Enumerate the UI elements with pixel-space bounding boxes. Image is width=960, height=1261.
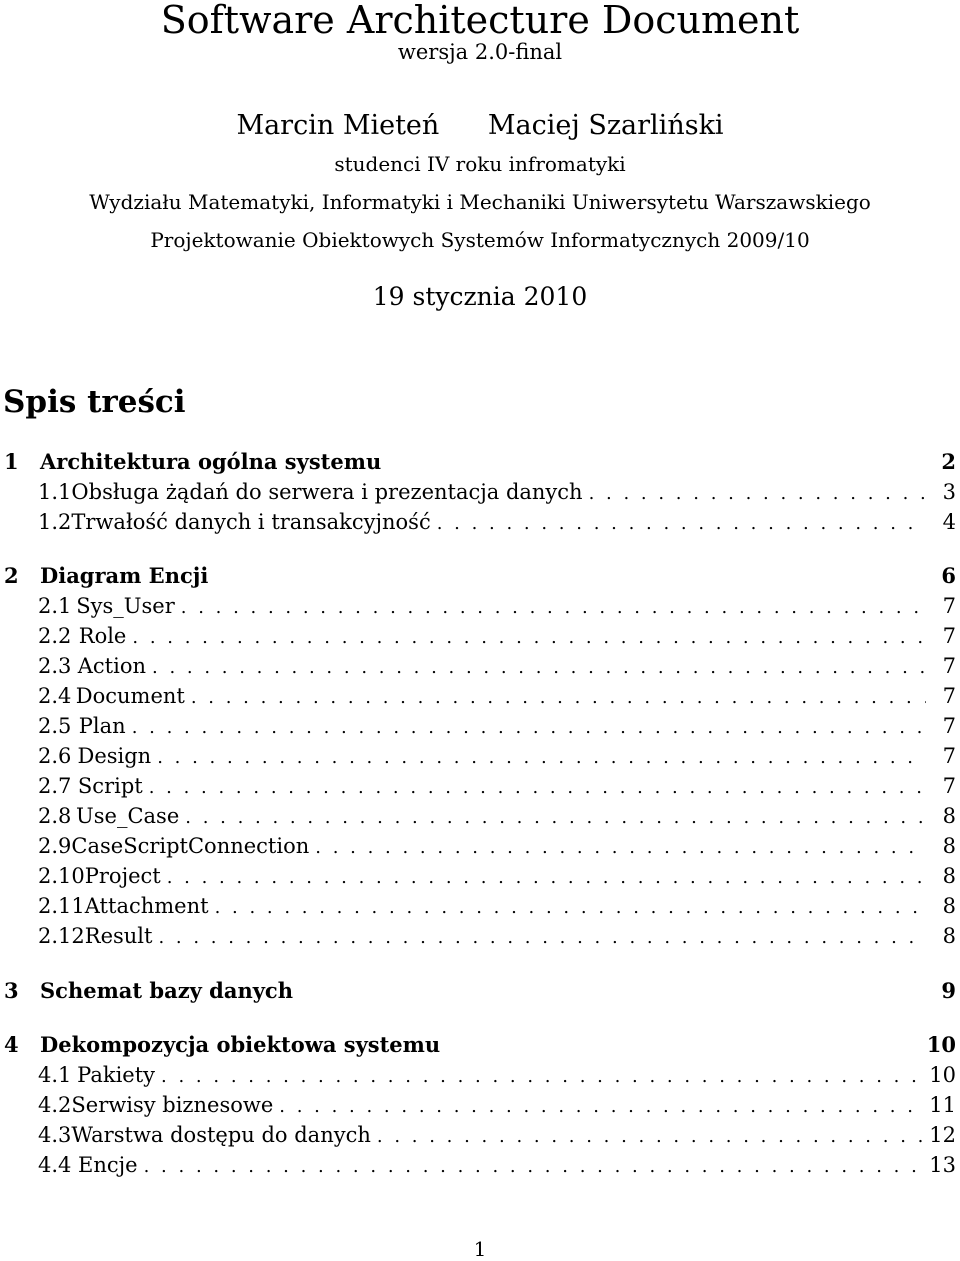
- toc-dot-leader: [279, 1092, 923, 1122]
- toc-entry-label: Use_Case: [76, 804, 180, 828]
- toc-entry-page: 9: [941, 978, 956, 1003]
- toc-dot-leader: [158, 923, 926, 953]
- toc-entry-page: 8: [942, 924, 956, 948]
- toc-subsection-entry[interactable]: [4, 711, 956, 741]
- toc-entry-label: Sys_User: [76, 594, 175, 618]
- toc-entry-number: 2.6: [38, 744, 72, 768]
- toc-heading: Spis treści: [3, 384, 186, 420]
- toc-entry-label: Script: [77, 774, 143, 798]
- toc-entry-page: 8: [942, 894, 956, 918]
- toc-subsection-entry[interactable]: [4, 621, 956, 651]
- toc-dot-leader: [152, 653, 926, 683]
- toc-entry-page: 7: [942, 744, 956, 768]
- toc-entry-number: 2.8: [38, 804, 72, 828]
- toc-entry-page: 3: [942, 480, 956, 504]
- toc-entry-label: Pakiety: [77, 1063, 156, 1087]
- document-title: Software Architecture Document: [160, 0, 800, 42]
- toc-subsection-entry[interactable]: [4, 651, 956, 681]
- toc-entry-page: 8: [942, 834, 956, 858]
- toc-dot-leader: [132, 713, 926, 743]
- author-name: Maciej Szarliński: [487, 110, 724, 141]
- toc-subsection-entry[interactable]: [4, 801, 956, 831]
- affiliation-line: studenci IV roku infromatyki: [334, 152, 626, 176]
- toc-section-entry[interactable]: [4, 976, 956, 1006]
- toc-entry-label: Attachment: [84, 894, 209, 918]
- toc-entry-label: CaseScriptConnection: [71, 834, 310, 858]
- toc-section-entry[interactable]: [4, 447, 956, 477]
- toc-subsection-entry[interactable]: [4, 741, 956, 771]
- toc-entry-number: 4.4: [38, 1153, 72, 1177]
- toc-dot-leader: [157, 743, 926, 773]
- toc-dot-leader: [191, 683, 926, 713]
- toc-entry-label: Role: [78, 624, 127, 648]
- toc-entry-number: 2.10: [38, 864, 85, 888]
- toc-dot-leader: [185, 803, 926, 833]
- toc-entry-label: Obsługa żądań do serwera i prezentacja danych: [71, 480, 583, 504]
- author-name: Marcin Mieteń: [236, 110, 440, 141]
- toc-dot-leader: [132, 623, 926, 653]
- toc-entry-label: Diagram Encji: [40, 563, 209, 588]
- toc-subsection-entry[interactable]: [4, 1090, 956, 1120]
- toc-dot-leader: [377, 1122, 923, 1152]
- toc-dot-leader: [181, 593, 926, 623]
- toc-entry-label: Trwałość danych i transakcyjność: [71, 510, 431, 534]
- course-line: Projektowanie Obiektowych Systemów Informatycznych 2009/10: [150, 228, 810, 252]
- toc-entry-label: Design: [77, 744, 152, 768]
- toc-entry-number: 4.3: [38, 1123, 72, 1147]
- toc-entry-page: 10: [926, 1032, 956, 1057]
- toc-entry-label: Action: [77, 654, 146, 678]
- toc-entry-label: Schemat bazy danych: [40, 978, 293, 1003]
- toc-entry-number: 4: [4, 1032, 19, 1057]
- toc-subsection-entry[interactable]: [4, 1060, 956, 1090]
- toc-entry-number: 1.1: [38, 480, 72, 504]
- toc-entry-label: Serwisy biznesowe: [71, 1093, 274, 1117]
- toc-entry-page: 7: [942, 654, 956, 678]
- toc-entry-number: 1.2: [38, 510, 72, 534]
- toc-subsection-entry[interactable]: [4, 1120, 956, 1150]
- toc-entry-label: Result: [84, 924, 153, 948]
- toc-entry-number: 2.3: [38, 654, 72, 678]
- toc-subsection-entry[interactable]: [4, 681, 956, 711]
- toc-entry-number: 1: [4, 449, 19, 474]
- toc-subsection-entry[interactable]: [4, 891, 956, 921]
- faculty-line: Wydziału Matematyki, Informatyki i Mechaniki Uniwersytetu Warszawskiego: [89, 190, 871, 214]
- toc-entry-number: 2.5: [38, 714, 72, 738]
- toc-entry-page: 6: [941, 563, 956, 588]
- toc-entry-label: Project: [84, 864, 161, 888]
- document-date: 19 stycznia 2010: [372, 282, 588, 311]
- toc-entry-page: 8: [942, 864, 956, 888]
- toc-entry-label: Encje: [78, 1153, 138, 1177]
- toc-entry-label: Dekompozycja obiektowa systemu: [40, 1032, 441, 1057]
- toc-entry-number: 2: [4, 563, 19, 588]
- toc-entry-number: 4.1: [38, 1063, 72, 1087]
- toc-entry-number: 2.1: [38, 594, 72, 618]
- toc-entry-page: 8: [942, 804, 956, 828]
- toc-entry-page: 7: [942, 774, 956, 798]
- toc-subsection-entry[interactable]: [4, 591, 956, 621]
- toc-entry-page: 7: [942, 684, 956, 708]
- toc-subsection-entry[interactable]: [4, 1150, 956, 1180]
- toc-entry-page: 11: [929, 1093, 956, 1117]
- toc-entry-number: 2.7: [38, 774, 72, 798]
- toc-subsection-entry[interactable]: [4, 921, 956, 951]
- toc-entry-page: 7: [942, 594, 956, 618]
- toc-entry-number: 2.2: [38, 624, 72, 648]
- toc-entry-page: 7: [942, 624, 956, 648]
- authors: [0, 110, 960, 142]
- toc-entry-page: 7: [942, 714, 956, 738]
- toc-entry-page: 12: [929, 1123, 956, 1147]
- toc-subsection-entry[interactable]: [4, 861, 956, 891]
- toc-entry-page: 13: [929, 1153, 956, 1177]
- toc-dot-leader: [144, 1152, 924, 1182]
- toc-entry-label: Plan: [78, 714, 126, 738]
- toc-entry-number: 2.9: [38, 834, 72, 858]
- toc-entry-number: 2.4: [38, 684, 72, 708]
- toc-dot-leader: [167, 863, 926, 893]
- toc-section-entry[interactable]: [4, 561, 956, 591]
- toc-subsection-entry[interactable]: [4, 477, 956, 507]
- toc-entry-page: 4: [942, 510, 956, 534]
- toc-entry-label: Warstwa dostępu do danych: [71, 1123, 371, 1147]
- page-number: 1: [473, 1237, 487, 1261]
- document-version: wersja 2.0-final: [397, 40, 563, 64]
- toc-entry-page: 2: [941, 449, 956, 474]
- toc-dot-leader: [589, 479, 926, 509]
- toc-entry-page: 10: [929, 1063, 956, 1087]
- toc-section-entry[interactable]: [4, 1030, 956, 1060]
- toc-entry-number: 2.12: [38, 924, 85, 948]
- toc-entry-label: Document: [75, 684, 185, 708]
- toc-entry-number: 3: [4, 978, 19, 1003]
- toc-entry-number: 4.2: [38, 1093, 72, 1117]
- toc-subsection-entry[interactable]: [4, 831, 956, 861]
- toc-entry-number: 2.11: [38, 894, 85, 918]
- toc-dot-leader: [161, 1062, 923, 1092]
- toc-dot-leader: [315, 833, 926, 863]
- toc-subsection-entry[interactable]: [4, 507, 956, 537]
- toc-dot-leader: [215, 893, 926, 923]
- toc-dot-leader: [437, 509, 926, 539]
- toc-entry-label: Architektura ogólna systemu: [40, 449, 382, 474]
- toc-subsection-entry[interactable]: [4, 771, 956, 801]
- toc-dot-leader: [149, 773, 926, 803]
